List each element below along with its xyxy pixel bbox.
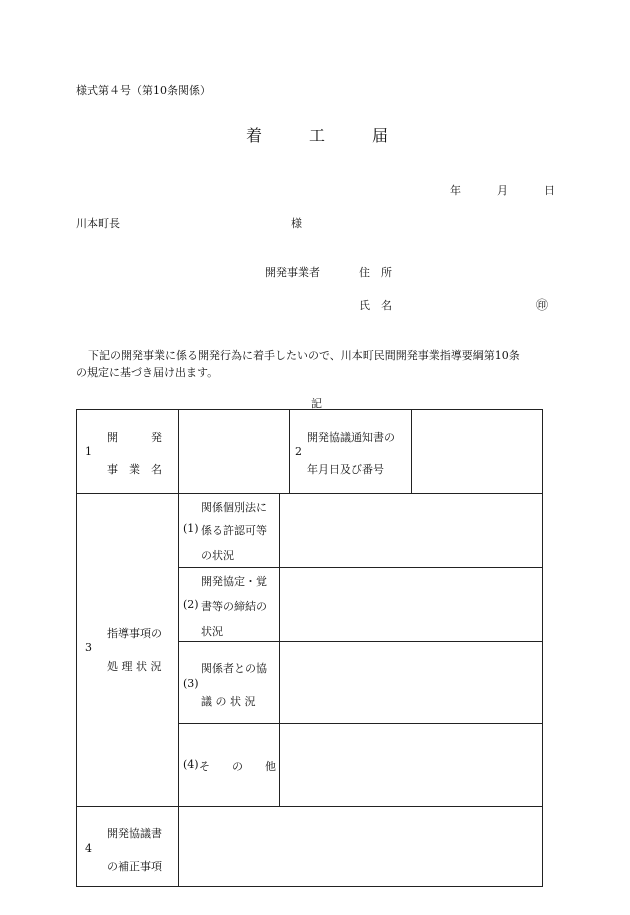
agreement-status-field[interactable] <box>280 568 542 641</box>
sub2-number: (2) <box>183 598 199 611</box>
sub1-line1: 関係個別法に <box>201 501 267 514</box>
sub2-line2: 書等の締結の <box>201 600 267 613</box>
address-label: 住 所 <box>359 266 392 279</box>
sub4-number: (4) <box>183 758 199 771</box>
sub1-number: (1) <box>183 522 199 535</box>
row4-label-line2: の補正事項 <box>107 860 162 873</box>
honorific: 様 <box>291 217 302 230</box>
applicant-label: 開発事業者 <box>265 266 320 279</box>
body-text-line1: 下記の開発事業に係る開発行為に着手したいので、川本町民間開発事業指導要綱第10条 <box>88 349 520 362</box>
development-name-field[interactable] <box>179 411 289 493</box>
row3-number: 3 <box>85 641 92 654</box>
sub3-number: (3) <box>183 677 199 690</box>
sub1-line3: の状況 <box>201 549 234 562</box>
date-day-label: 日 <box>544 184 555 197</box>
sub3-line1: 関係者との協 <box>201 662 267 675</box>
correction-items-field[interactable] <box>179 807 542 886</box>
seal-mark: ㊞ <box>536 298 549 312</box>
row4-label-line1: 開発協議書 <box>107 827 162 840</box>
date-month-label: 月 <box>497 184 508 197</box>
row1-label-line2: 事 業 名 <box>107 463 162 476</box>
sub3-line2: 議 の 状 況 <box>201 695 256 708</box>
row1-label-line1: 開 発 <box>107 431 162 444</box>
row2-label-line1: 開発協議通知書の <box>307 431 395 444</box>
consultation-status-field[interactable] <box>280 642 542 723</box>
form-number: 様式第４号（第10条関係） <box>76 84 211 97</box>
row3-label-line2: 処 理 状 況 <box>107 660 162 673</box>
body-text-line2: の規定に基づき届け出ます。 <box>76 366 219 379</box>
row2-label-line2: 年月日及び番号 <box>307 463 384 476</box>
row3-label-line1: 指導事項の <box>107 627 162 640</box>
sub4-label: そ の 他 <box>199 760 276 773</box>
row4-number: 4 <box>85 842 92 855</box>
row1-number: 1 <box>85 445 92 458</box>
row2-number: 2 <box>295 445 302 458</box>
sub2-line3: 状況 <box>201 625 223 638</box>
name-label: 氏 名 <box>359 299 392 312</box>
addressee: 川本町長 <box>76 217 120 230</box>
sub2-line1: 開発協定・覚 <box>201 575 267 588</box>
sub1-line2: 係る許認可等 <box>201 524 267 537</box>
notice-date-number-field[interactable] <box>412 411 542 493</box>
ki-label: 記 <box>311 397 322 410</box>
title-char-2: 工 <box>309 126 326 145</box>
permit-status-field[interactable] <box>280 494 542 567</box>
col-divider <box>289 410 290 493</box>
form-table <box>76 409 543 887</box>
title-char-1: 着 <box>246 126 263 145</box>
date-year-label: 年 <box>450 184 461 197</box>
other-field[interactable] <box>280 724 542 806</box>
title-char-3: 届 <box>372 126 389 145</box>
